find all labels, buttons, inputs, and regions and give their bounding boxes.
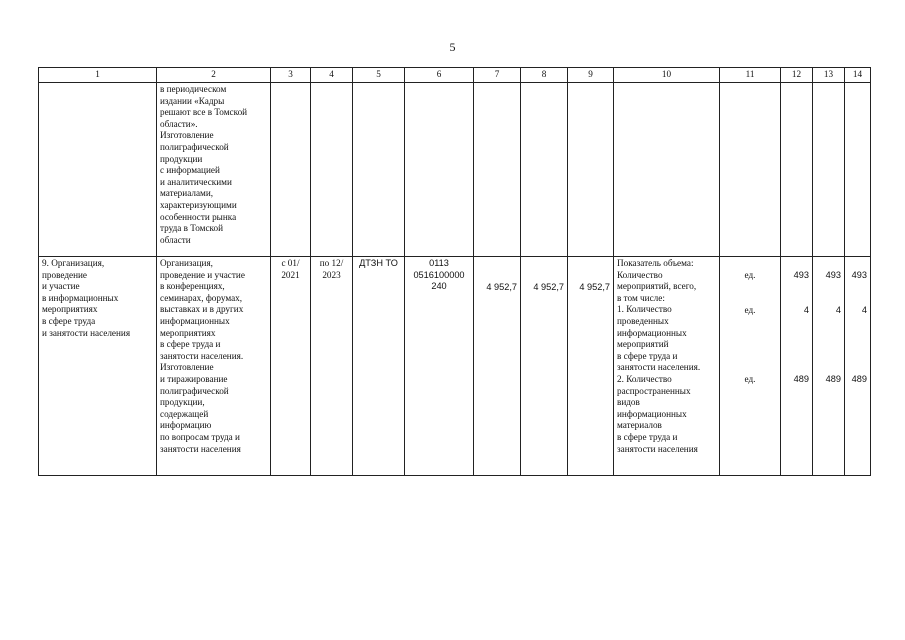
cell xyxy=(405,83,474,257)
header-col-2: 2 xyxy=(157,68,271,83)
cell xyxy=(311,83,353,257)
cell-indicator: Показатель объема: Количество мероприятий, всего, в том числе: 1. Количество проведенных информационных мероприятий в сфере труда и занятости населения. 2. Количество распространенных видов информационных материалов в сфере труда и занятости населения xyxy=(614,257,720,476)
cell xyxy=(474,83,521,257)
cell-task-name: 9. Организация, проведение и участие в информационных мероприятиях в сфере труда и занятости населения xyxy=(39,257,157,476)
header-col-1: 1 xyxy=(39,68,157,83)
cell xyxy=(353,83,405,257)
cell xyxy=(845,83,871,257)
header-col-8: 8 xyxy=(521,68,568,83)
cell-amount-col7: 4 952,7 xyxy=(474,257,521,476)
cell-value-col13: 493 4 489 xyxy=(813,257,845,476)
cell xyxy=(781,83,813,257)
cell-activity-description: в периодическом издании «Кадры решают все в Томской области». Изготовление полиграфической продукции с информацией и аналитическими материалами, характеризующими особенности рынка труда в Томской области xyxy=(157,83,271,257)
cell xyxy=(39,83,157,257)
cell-amount-col9: 4 952,7 xyxy=(568,257,614,476)
cell-start-date: с 01/ 2021 xyxy=(271,257,311,476)
cell xyxy=(720,83,781,257)
cell-executor: ДТЗН ТО xyxy=(353,257,405,476)
header-col-7: 7 xyxy=(474,68,521,83)
header-col-12: 12 xyxy=(781,68,813,83)
header-col-9: 9 xyxy=(568,68,614,83)
cell-unit: ед. ед. ед. xyxy=(720,257,781,476)
table-row-9 xyxy=(39,257,871,476)
cell-amount-col8: 4 952,7 xyxy=(521,257,568,476)
header-col-4: 4 xyxy=(311,68,353,83)
cell-value-col14: 493 4 489 xyxy=(845,257,871,476)
cell xyxy=(813,83,845,257)
page-number: 5 xyxy=(449,40,456,54)
header-col-3: 3 xyxy=(271,68,311,83)
document-table xyxy=(38,67,871,476)
cell xyxy=(521,83,568,257)
table-row-continuation xyxy=(39,83,871,257)
header-col-10: 10 xyxy=(614,68,720,83)
header-col-11: 11 xyxy=(720,68,781,83)
header-col-13: 13 xyxy=(813,68,845,83)
cell xyxy=(568,83,614,257)
cell xyxy=(614,83,720,257)
cell-end-date: по 12/ 2023 xyxy=(311,257,353,476)
cell-activity-description: Организация, проведение и участие в конференциях, семинарах, форумах, выставках и в других информационных мероприятиях в сфере труда и занятости населения. Изготовление и тиражирование полиграфической продукции, содержащей информацию по вопросам труда и занятости населения xyxy=(157,257,271,476)
cell xyxy=(271,83,311,257)
header-col-6: 6 xyxy=(405,68,474,83)
cell-budget-code: 0113 0516100000 240 xyxy=(405,257,474,476)
cell-value-col12: 493 4 489 xyxy=(781,257,813,476)
header-row xyxy=(39,68,871,83)
header-col-5: 5 xyxy=(353,68,405,83)
header-col-14: 14 xyxy=(845,68,871,83)
